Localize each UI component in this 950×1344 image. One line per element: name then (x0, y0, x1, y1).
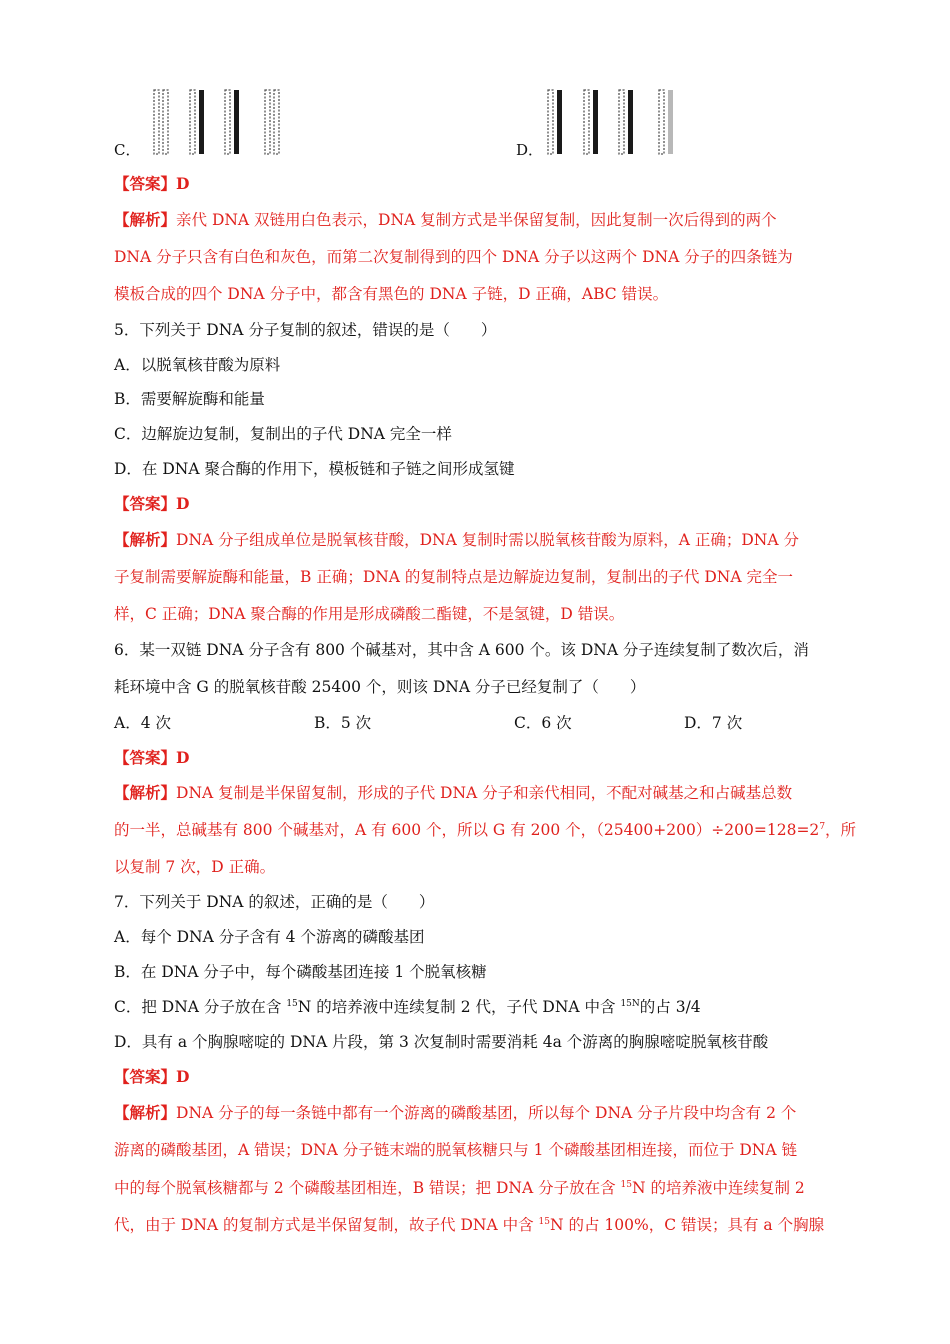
q6-stem-line-1: 6．某一双链 DNA 分子含有 800 个碱基对，其中含 A 600 个。该 DNA 分子连续复制了数次后，消 (114, 641, 809, 659)
q5-option-c: C．边解旋边复制，复制出的子代 DNA 完全一样 (114, 425, 452, 443)
q5-analysis-line-3: 样，C 正确；DNA 聚合酶的作用是形成磷酸二酯键，不是氢键，D 错误。 (114, 605, 625, 623)
dna-strands-c-image (152, 88, 322, 156)
q6-option-b: B．5 次 (314, 714, 372, 732)
q7-option-d: D．具有 a 个胸腺嘧啶的 DNA 片段，第 3 次复制时需要消耗 4a 个游离的胸腺嘧啶脱氧核苷酸 (114, 1033, 769, 1051)
q5-analysis-line-2: 子复制需要解旋酶和能量，B 正确；DNA 的复制特点是边解旋边复制，复制出的子代 DNA 完全一 (114, 568, 793, 586)
q6-analysis-line-1: 【解析】DNA 复制是半保留复制，形成的子代 DNA 分子和亲代相同，不配对碱基之和占碱基总数 (114, 783, 793, 802)
q6-answer: 【答案】D (114, 748, 190, 767)
q6-option-d: D．7 次 (684, 714, 743, 732)
q4-answer: 【答案】D (114, 174, 190, 193)
q6-option-c: C．6 次 (514, 714, 572, 732)
q7-analysis-line-2: 游离的磷酸基团，A 错误；DNA 分子链末端的脱氧核糖只与 1 个磷酸基团相连接，而位于 DNA 链 (114, 1141, 797, 1159)
q4-analysis-line-1: 【解析】亲代 DNA 双链用白色表示，DNA 复制方式是半保留复制，因此复制一次后得到的两个 (114, 210, 777, 229)
q5-option-a: A．以脱氧核苷酸为原料 (114, 356, 281, 374)
q6-analysis-line-2: 的一半，总碱基有 800 个碱基对，A 有 600 个，所以 G 有 200 个，$(25400+200)\div 200=128=2^7$，所 (114, 821, 857, 839)
q6-analysis-line-3: 以复制 7 次，D 正确。 (114, 858, 276, 876)
q4-analysis-line-3: 模板合成的四个 DNA 分子中，都含有黑色的 DNA 子链，D 正确，ABC 错误。 (114, 285, 669, 303)
q6-stem-line-2: 耗环境中含 G 的脱氧核苷酸 25400 个，则该 DNA 分子已经复制了（ ） (114, 678, 646, 696)
q4-figures (114, 82, 854, 162)
q6-option-a: A．4 次 (114, 714, 171, 732)
dna-strands-d-image (546, 88, 706, 156)
option-c-label: C． (114, 141, 141, 159)
q7-analysis-line-4: 代，由于 DNA 的复制方式是半保留复制，故子代 DNA 中含 $^{15}$N 的占 100%，C 错误；具有 a 个胸腺 (114, 1216, 825, 1234)
q7-option-a: A．每个 DNA 分子含有 4 个游离的磷酸基团 (114, 928, 425, 946)
q7-analysis-line-3: 中的每个脱氧核糖都与 2 个磷酸基团相连，B 错误；把 DNA 分子放在含 $^{15}$N 的培养液中连续复制 2 (114, 1179, 805, 1197)
q7-option-c: C．把 DNA 分子放在含 $^{15}$N 的培养液中连续复制 2 代，子代 DNA 中含 $^{15N}$的占 3/4 (114, 998, 701, 1016)
q5-answer: 【答案】D (114, 494, 190, 513)
q5-analysis-line-1: 【解析】DNA 分子组成单位是脱氧核苷酸，DNA 复制时需以脱氧核苷酸为原料，A 正确；DNA 分 (114, 530, 799, 549)
q6-options (114, 713, 884, 733)
q5-option-d: D．在 DNA 聚合酶的作用下，模板链和子链之间形成氢键 (114, 460, 515, 478)
q7-analysis-line-1: 【解析】DNA 分子的每一条链中都有一个游离的磷酸基团，所以每个 DNA 分子片段中均含有 2 个 (114, 1103, 797, 1122)
q5-option-b: B．需要解旋酶和能量 (114, 390, 265, 408)
option-d-label: D． (516, 141, 544, 159)
q5-stem: 5．下列关于 DNA 分子复制的叙述，错误的是（ ） (114, 321, 497, 339)
q4-analysis-line-2: DNA 分子只含有白色和灰色，而第二次复制得到的四个 DNA 分子以这两个 DNA 分子的四条链为 (114, 248, 793, 266)
q7-option-b: B．在 DNA 分子中，每个磷酸基团连接 1 个脱氧核糖 (114, 963, 487, 981)
q7-stem: 7．下列关于 DNA 的叙述，正确的是（ ） (114, 893, 435, 911)
q7-answer: 【答案】D (114, 1067, 190, 1086)
